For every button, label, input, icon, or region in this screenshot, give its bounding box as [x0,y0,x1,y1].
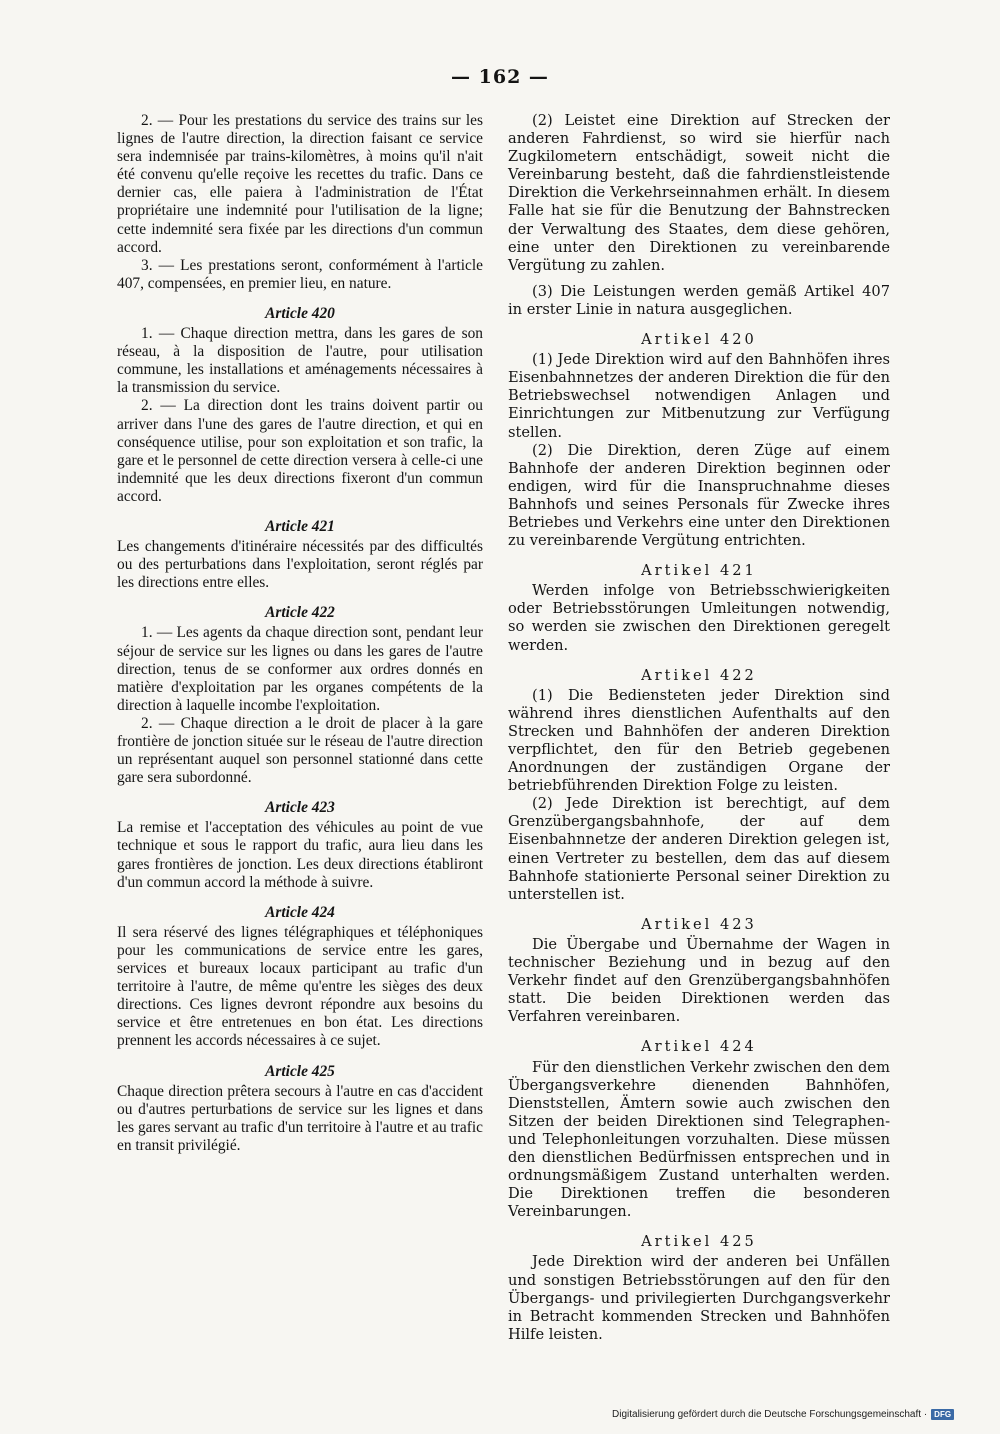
article-heading: Artikel 424 [641,1038,757,1056]
paragraph: 3. — Les prestations seront, conformément à l'article 407, compensées, en premier lieu, en nature. [117,256,483,292]
paragraph: (2) Jede Direktion ist berechtigt, auf dem Grenzübergangsbahnhofe, der auf dem Eisenbahnnetze der anderen Direktion gelegen ist, einen Vertreter zu bestellen, dem das auf diesem Bahnhofe stationierte Personal seiner Direktion zu unterstellen ist. [508,795,890,903]
paragraph: 1. — Les agents da chaque direction sont, pendant leur séjour de service sur les lignes ou dans les gares de l'autre direction, tenus de se conformer aux ordres donnés en matière d'exploitation par les organes compétents de la direction à laquelle incombe l'exploitation. [117,624,483,714]
article-heading: Article 424 [265,903,335,921]
article-heading: Artikel 423 [641,915,757,933]
paragraph: Für den dienstlichen Verkehr zwischen den dem Übergangsverkehre dienenden Bahnhöfen, Dienststellen, Ämtern sowie auch zwischen den Sitzen der beiden Direktionen sind Telegraphen- und Telephonleitungen vorzuhalten. Diese müssen den dienstlichen Bedürfnissen entsprechen und in ordnungsmäßigem Zustand unterhalten werden. Die Direktionen treffen die besonderen Vereinbarungen. [508,1058,890,1221]
paragraph: Die Übergabe und Übernahme der Wagen in technischer Beziehung und in bezug auf den Verkehr findet auf den Grenzübergangsbahnhöfen statt. Die beiden Direktionen werden das Verfahren vereinbaren. [508,935,890,1026]
page-number: — 162 — [451,66,549,88]
paragraph: Werden infolge von Betriebsschwierigkeiten oder Betriebsstörungen Umleitungen notwendig, so werden sie zwischen den Direktionen geregelt werden. [508,582,890,654]
paragraph: (1) Die Bediensteten jeder Direktion sind während ihres dienstlichen Aufenthalts auf den Strecken und Bahnhöfen der anderen Direktion verpflichtet, den für den Betrieb gegebenen Anordnungen der zuständigen Organe der betriebführenden Direktion Folge zu leisten. [508,686,890,795]
paragraph: Les changements d'itinéraire nécessités par des difficultés ou des perturbations dans l'exploitation, seront réglés par les directions entre elles. [117,538,483,592]
german-column [508,112,890,1344]
paragraph: (2) Die Direktion, deren Züge auf einem Bahnhofe der anderen Direktion beginnen oder endigen, wird für die Inanspruchnahme dieses Bahnhofs und seines Personals für Zwecke ihres Betriebes und Verkehrs eine unter den Direktionen zu vereinbarende Vergütung entrichten. [508,441,890,550]
article-heading: Article 423 [265,799,335,817]
paragraph: 2. — Pour les prestations du service des trains sur les lignes de l'autre direction, la direction faisant ce service sera indemnisée par trains-kilomètres, à moins qu'il n'ait été convenu qu'elle reçoive les recettes du trafic. Dans ce dernier cas, elle paiera à l'administration de l'État propriétaire une indemnité pour l'utilisation de la ligne; cette indemnité sera fixée par les directions d'un commun accord. [117,112,483,256]
paragraph: Jede Direktion wird der anderen bei Unfällen und sonstigen Betriebsstörungen auf den für den Übergangs- und privilegierten Durchgangsverkehr in Betracht kommenden Strecken und Bahnhöfen Hilfe leisten. [508,1253,890,1343]
paragraph: (1) Jede Direktion wird auf den Bahnhöfen ihres Eisenbahnnetzes der anderen Direktion die für den Betriebswechsel notwendigen Anlagen und Einrichtungen zur Mitbenutzung zur Verfügung stellen. [508,351,890,441]
article-heading: Artikel 421 [641,562,757,580]
paragraph: (2) Leistet eine Direktion auf Strecken der anderen Fahrdienst, so wird sie hierfür nach Zugkilometern entschädigt, soweit nicht die Vereinbarung besteht, daß die fahrdienstleistende Direktion die Verkehrseinnahmen erhält. In diesem Falle hat sie für die Benutzung der Bahnstrecken der Verwaltung des Staates, dem diese gehören, eine unter den Direktionen zu vereinbarende Vergütung zu zahlen. [508,112,890,274]
paragraph: 2. — Chaque direction a le droit de placer à la gare frontière de jonction située sur le réseau de l'autre direction un représentant auquel son personnel stationné dans cette gare sera subordonné. [117,714,483,787]
digitization-credit [612,1409,992,1420]
spacer [508,275,890,283]
dfg-logo-icon: DFG [931,1409,954,1420]
credit-text: Digitalisierung gefördert durch die Deutsche Forschungsgemeinschaft · [612,1409,928,1421]
french-column [117,112,483,1155]
article-heading: Article 425 [265,1062,335,1080]
paragraph: Il sera réservé des lignes télégraphiques et téléphoniques pour les communications de service entre les gares, services et bureaux locaux participant au trafic d'un territoire à l'autre, de même qu'entre les sièges des deux directions. Ces lignes devront répondre aux besoins du service et être entretenues en bon état. Les directions prennent les accords nécessaires à ce sujet. [117,923,483,1050]
article-heading: Artikel 420 [641,331,757,349]
paragraph: 1. — Chaque direction mettra, dans les gares de son réseau, à la disposition de l'autre, pour utilisation commune, les installations et aménagements nécessaires à la transmission du service. [117,325,483,397]
paragraph: 2. — La direction dont les trains doivent partir ou arriver dans l'une des gares de l'autre direction, et qui en conséquence utilise, pour son exploitation et son trafic, la gare et le personnel de cette direction versera à celle-ci une indemnité que les deux directions fixeront d'un commun accord. [117,397,483,505]
article-heading: Article 422 [265,604,335,622]
article-heading: Article 420 [265,304,335,322]
paragraph: La remise et l'acceptation des véhicules au point de vue technique et sous le rapport du trafic, aura lieu dans les gares frontières de jonction. Les deux directions établiront d'un commun accord la méthode à suivre. [117,819,483,891]
article-heading: Article 421 [265,517,335,535]
paragraph: (3) Die Leistungen werden gemäß Artikel 407 in erster Linie in natura ausgeglichen. [508,282,890,318]
article-heading: Artikel 422 [641,666,757,684]
article-heading: Artikel 425 [641,1233,757,1251]
paragraph: Chaque direction prêtera secours à l'autre en cas d'accident ou d'autres perturbations de service sur les lignes et dans les gares servant au trafic d'un territoire à l'autre et au trafic en transit privilégié. [117,1082,483,1154]
